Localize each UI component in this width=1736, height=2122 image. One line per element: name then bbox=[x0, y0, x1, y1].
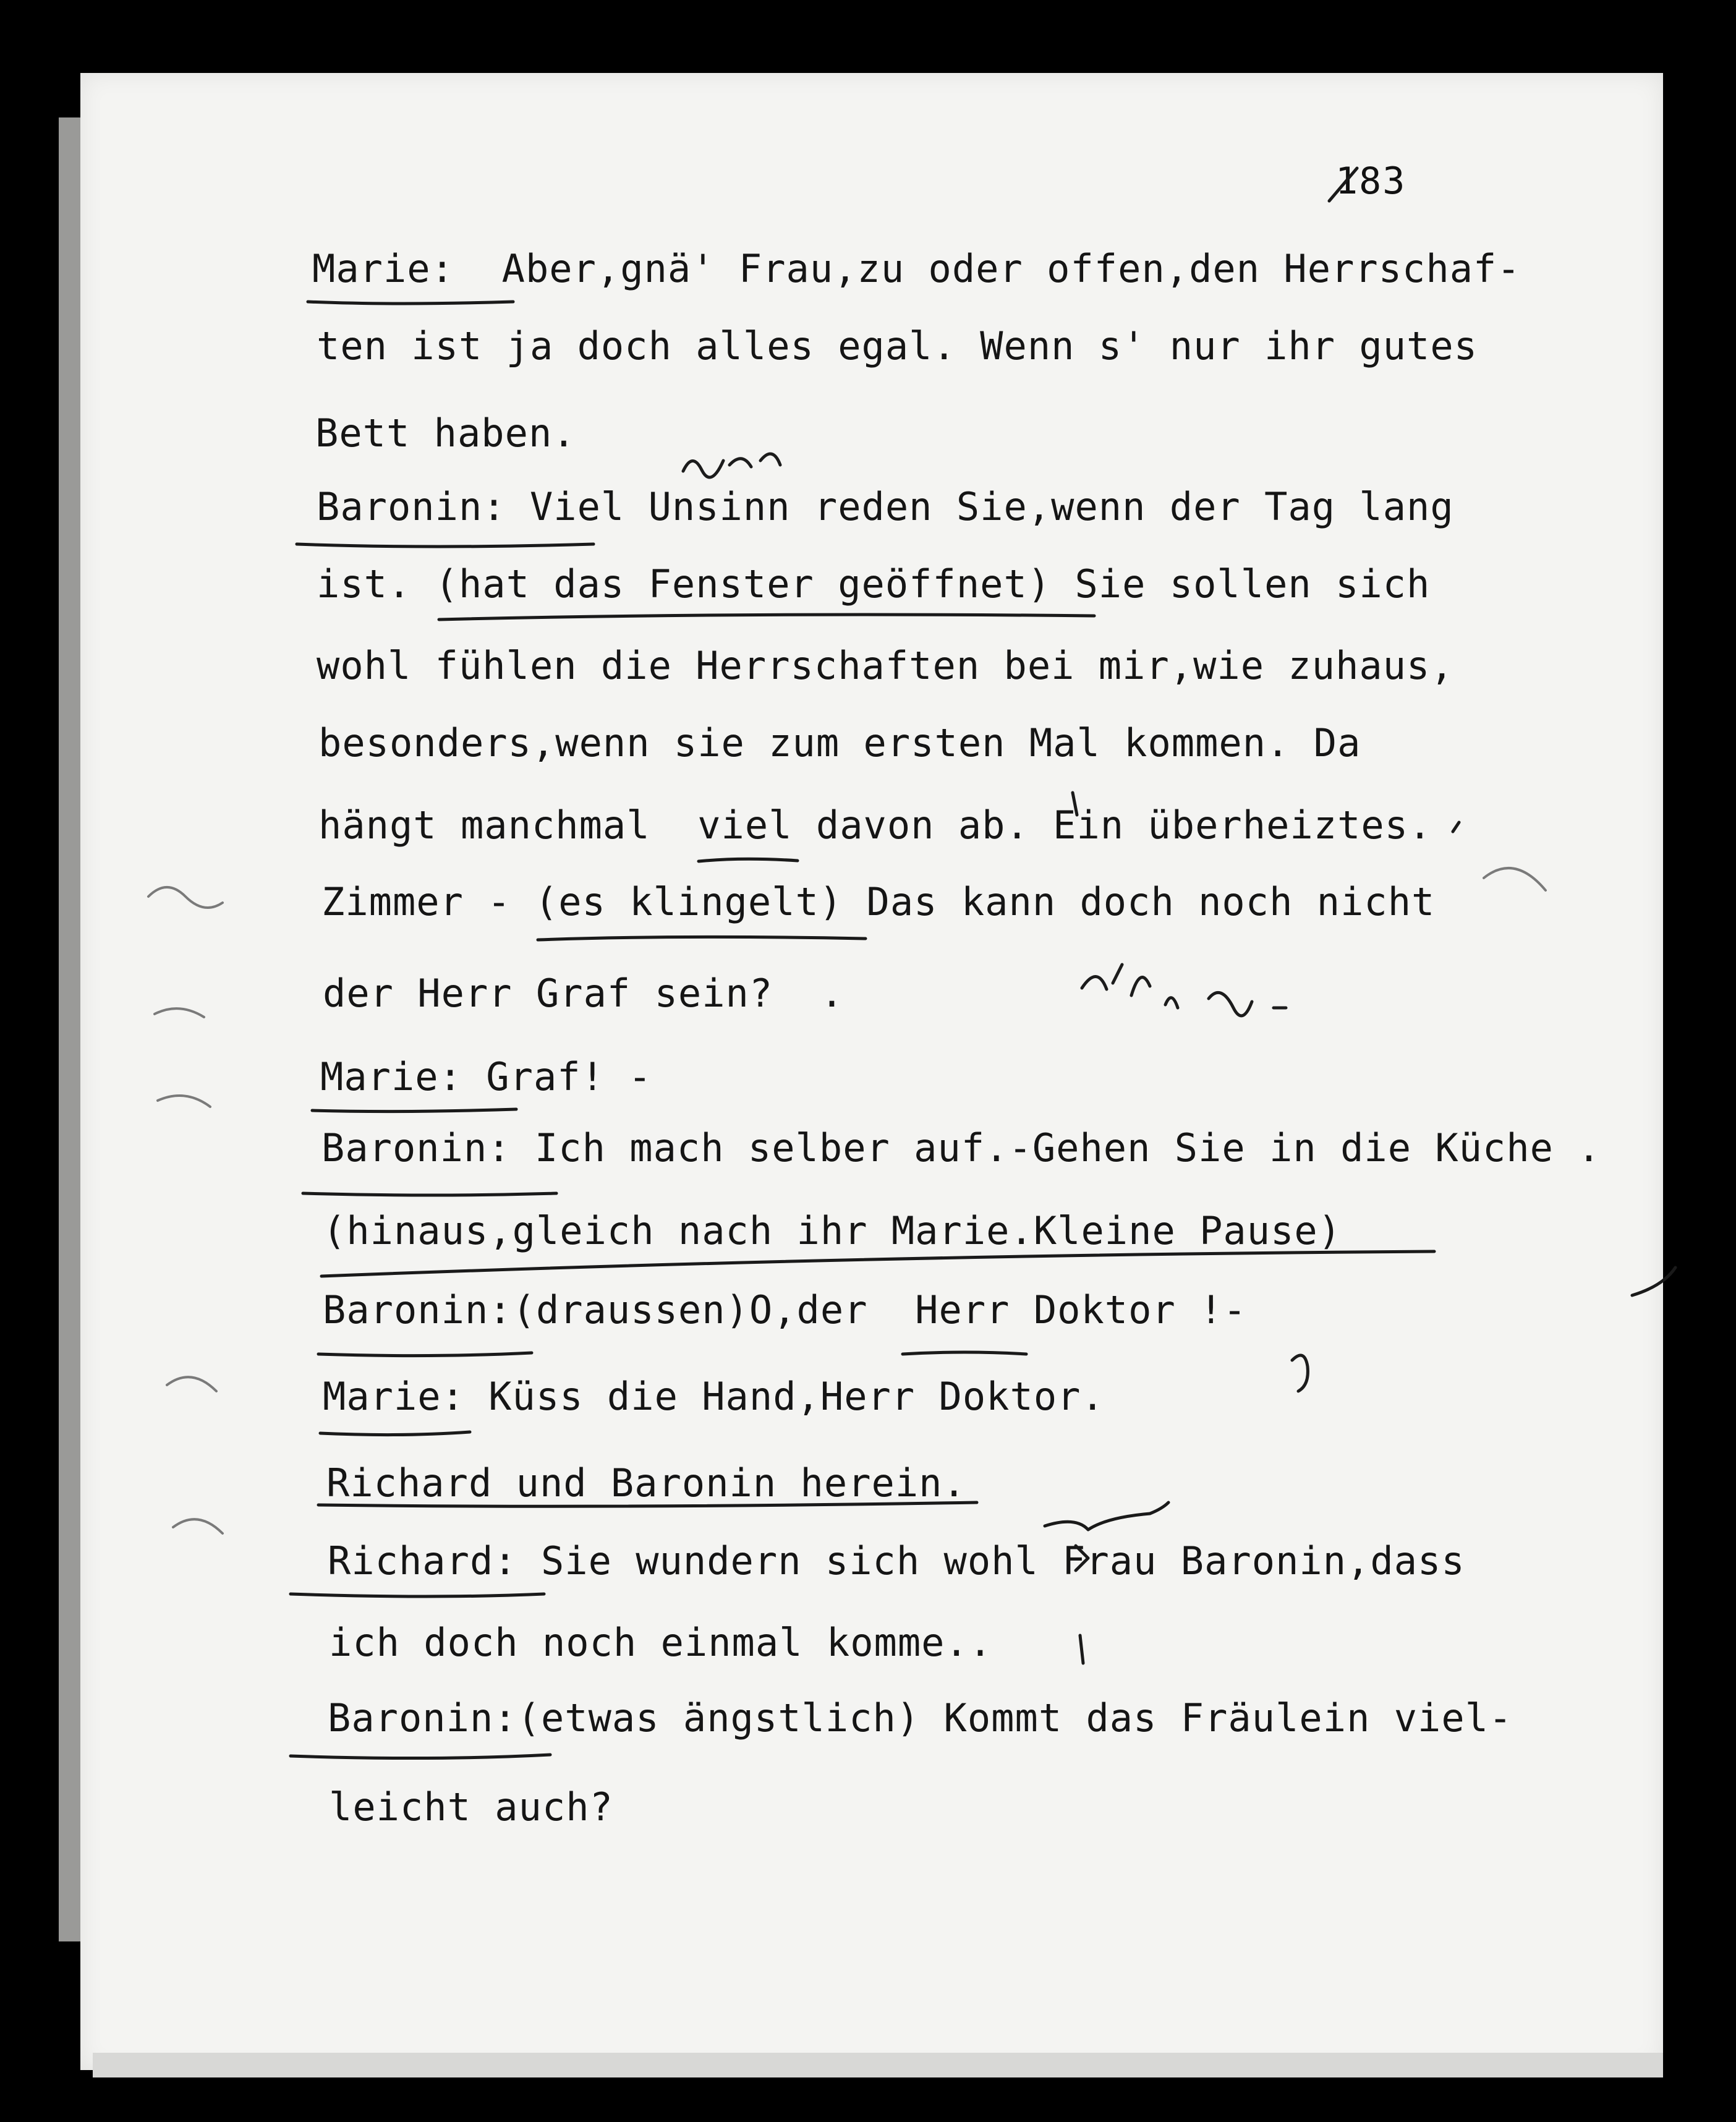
text-line: wohl fühlen die Herrschaften bei mir,wie zuhaus, bbox=[317, 643, 1454, 688]
handwritten-note-icon bbox=[1082, 965, 1150, 995]
text-line: Baronin:(etwas ängstlich) Kommt das Fräulein viel- bbox=[328, 1695, 1513, 1741]
handwritten-note-icon bbox=[1292, 1355, 1308, 1391]
text-line: besonders,wenn sie zum ersten Mal kommen. Da bbox=[318, 720, 1361, 765]
text-line: ich doch noch einmal komme.. bbox=[329, 1620, 993, 1665]
text-line: hängt manchmal viel davon ab. Ein überheiztes. bbox=[318, 803, 1432, 848]
page-number: 183 bbox=[1335, 160, 1406, 203]
text-line: leicht auch? bbox=[329, 1784, 613, 1830]
text-line: ist. (hat das Fenster geöffnet) Sie sollen sich bbox=[317, 561, 1431, 607]
text-line: Marie: Küss die Hand,Herr Doktor. bbox=[323, 1374, 1105, 1419]
text-line: Zimmer - (es klingelt) Das kann doch noch nicht bbox=[321, 879, 1436, 924]
handwritten-note-icon bbox=[1165, 992, 1286, 1015]
text-line: ten ist ja doch alles egal. Wenn s' nur ihr gutes bbox=[317, 323, 1478, 369]
handwritten-note-icon bbox=[683, 454, 780, 477]
text-line: Richard und Baronin herein. bbox=[326, 1460, 966, 1506]
text-line: Marie: Aber,gnä' Frau,zu oder offen,den Herrschaf- bbox=[312, 246, 1521, 291]
text-line: Baronin: Ich mach selber auf.-Gehen Sie in die Küche . bbox=[321, 1125, 1601, 1170]
text-line: Baronin:(draussen)O,der Herr Doktor !- bbox=[323, 1287, 1247, 1332]
text-line: Richard: Sie wundern sich wohl Frau Baronin,dass bbox=[328, 1538, 1465, 1583]
text-line: Bett haben. bbox=[315, 411, 576, 456]
text-line: (hinaus,gleich nach ihr Marie.Kleine Pause) bbox=[323, 1208, 1342, 1253]
text-line: der Herr Graf sein? . bbox=[323, 971, 845, 1016]
text-line: Baronin: Viel Unsinn reden Sie,wenn der Tag lang bbox=[317, 484, 1454, 529]
text-line: Marie: Graf! - bbox=[320, 1054, 652, 1099]
